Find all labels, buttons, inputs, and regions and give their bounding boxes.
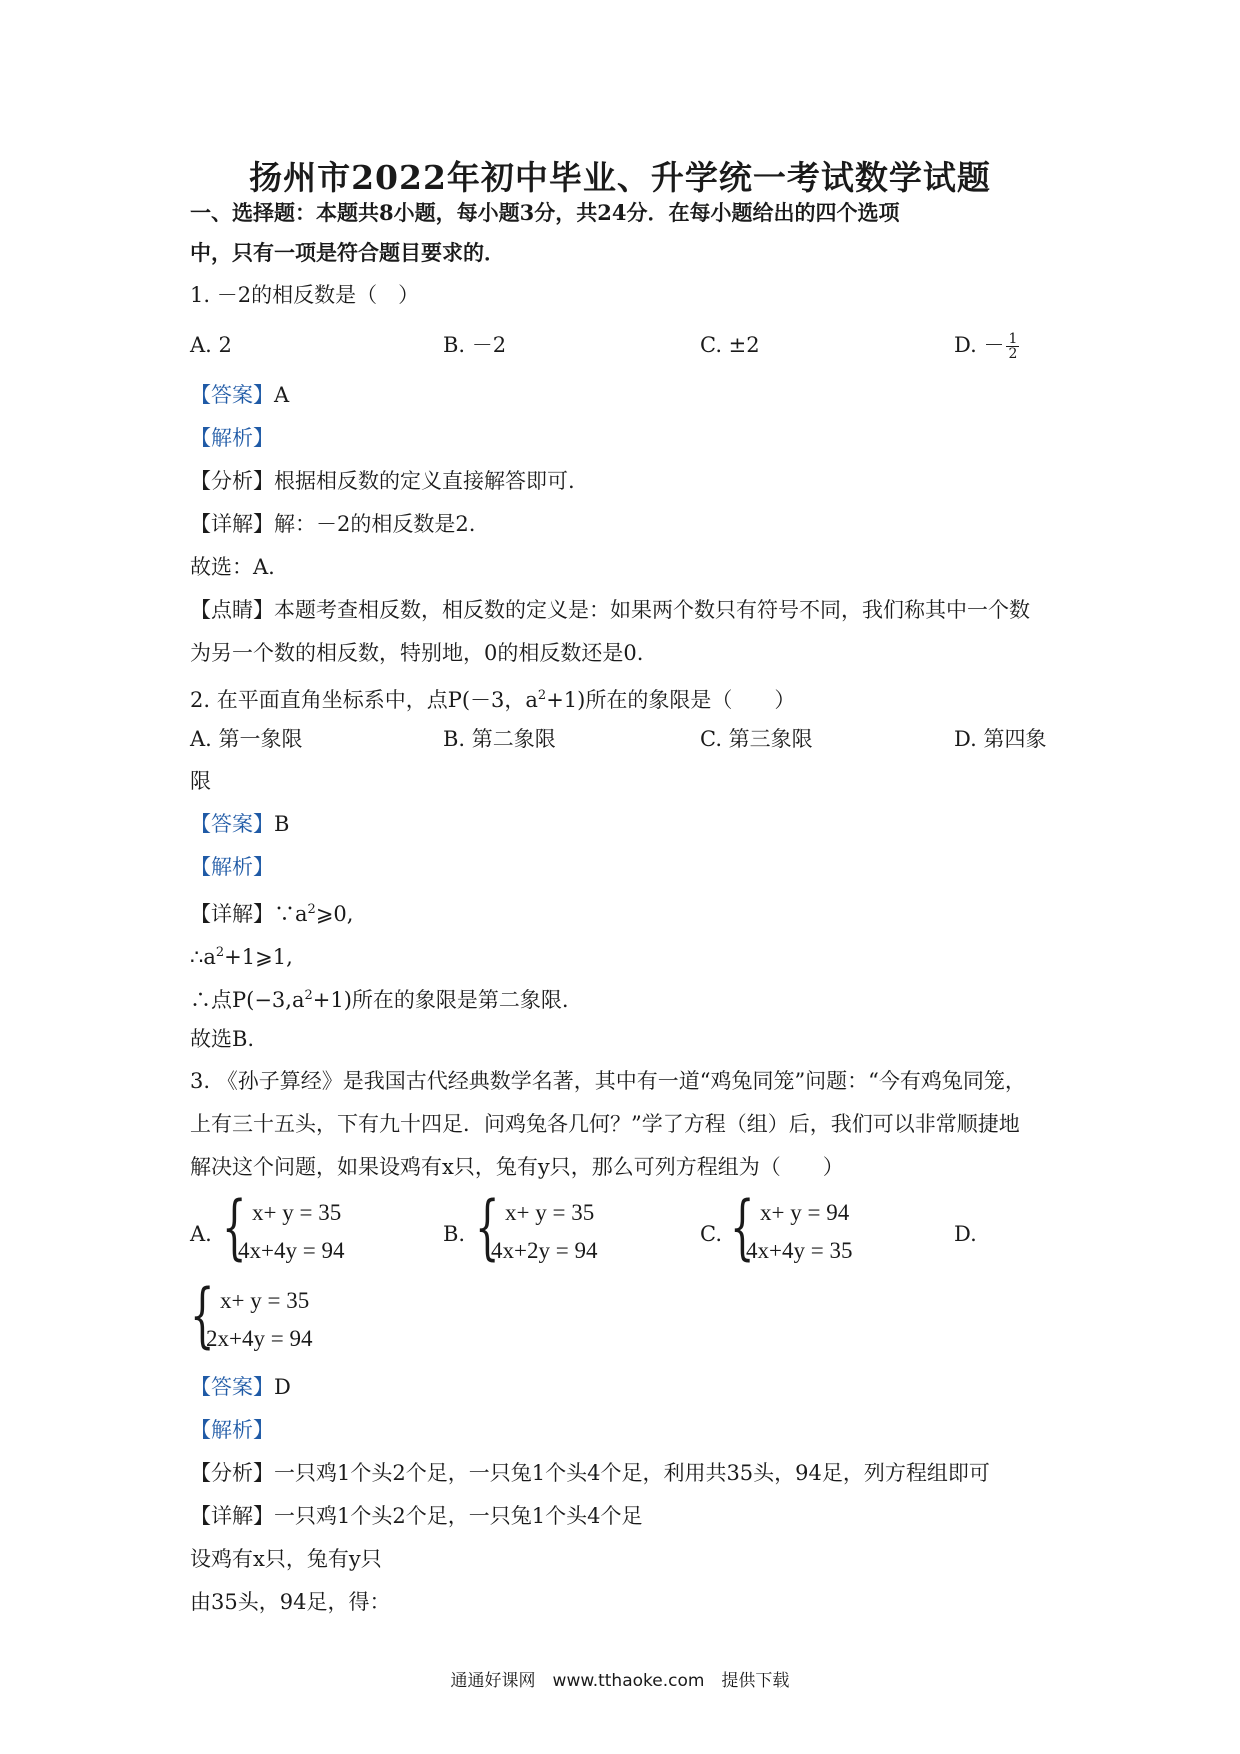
q3-option-a-system [222, 1186, 422, 1272]
q2-option-d: D. 第四象 [954, 727, 1047, 751]
q3-option-b-letter: B. [443, 1222, 466, 1246]
q2-xiangjie-2 [190, 938, 293, 972]
q1-jiexi [190, 423, 274, 453]
q2-answer-value: B [274, 812, 290, 836]
equation: x+ y = 35 [505, 1200, 595, 1225]
q3-option-b-system [475, 1186, 675, 1272]
page-title: 扬州市2022年初中毕业、升学统一考试数学试题 [249, 158, 991, 197]
q2-xj3-b: +1)所在的象限是第二象限. [312, 988, 569, 1012]
equation: x+ y = 35 [220, 1288, 310, 1313]
xiangjie-tag: 【详解】 [190, 902, 274, 926]
q1-answer [190, 380, 289, 410]
q3-fenxi-text: 一只鸡1个头2个足，一只兔1个头4个足，利用共35头，94足，列方程组即可 [274, 1461, 990, 1485]
q2-option-wrap: 限 [190, 769, 211, 793]
q3-option-d-letter: D. [954, 1222, 977, 1246]
q1-option-d-label: D. － [954, 333, 1005, 357]
equation: x+ y = 35 [252, 1200, 342, 1225]
equation: 2x+4y = 94 [206, 1326, 313, 1351]
q1-option-b: B. －2 [443, 333, 507, 357]
dianjing-tag: 【点睛】 [190, 598, 274, 622]
q3-xiangjie-text: 一只鸡1个头2个足，一只兔1个头4个足 [274, 1504, 643, 1528]
q2-xj2-b: +1⩾1, [224, 945, 293, 969]
fenxi-tag: 【分析】 [190, 1461, 274, 1485]
q1-answer-value: A [274, 383, 290, 407]
q1-option-a: A. 2 [190, 333, 232, 357]
q3-stem-2: 上有三十五头，下有九十四足．问鸡兔各几何？”学了方程（组）后，我们可以非常顺捷地 [190, 1112, 1020, 1136]
q3-option-c-system [730, 1186, 930, 1272]
jiexi-tag: 【解析】 [190, 426, 274, 450]
q1-option-d-fraction [1006, 332, 1019, 361]
q2-stem [190, 681, 795, 715]
equation: x+ y = 94 [760, 1200, 850, 1225]
q2-jiexi [190, 852, 274, 882]
q1-fenxi [190, 466, 575, 496]
q3-stem-1: 3. 《孙子算经》是我国古代经典数学名著，其中有一道“鸡兔同笼”问题：“今有鸡兔同笼， [190, 1069, 1026, 1093]
q2-xiangjie-3 [190, 981, 569, 1015]
q3-line-set: 设鸡有x只，兔有y只 [190, 1547, 382, 1571]
q2-xj1-sup: 2 [307, 902, 316, 917]
q1-gu: 故选：A. [190, 555, 275, 579]
q1-option-c: C. ±2 [700, 333, 760, 357]
q2-option-b: B. 第二象限 [443, 727, 556, 751]
section-heading-line1: 一、选择题：本题共8小题，每小题3分，共24分．在每小题给出的四个选项 [190, 200, 900, 225]
answer-tag: 【答案】 [190, 812, 274, 836]
q1-xiangjie [190, 509, 475, 539]
q1-option-d [954, 330, 1019, 361]
q3-xiangjie [190, 1501, 642, 1531]
q1-dianjing-1 [190, 595, 1030, 625]
fenxi-tag: 【分析】 [190, 469, 274, 493]
q2-stem-a: 2. 在平面直角坐标系中，点P(－3，a [190, 688, 538, 712]
q3-option-d-system [190, 1274, 390, 1360]
q3-answer [190, 1372, 291, 1402]
q2-xj3-sup: 2 [304, 988, 313, 1003]
q2-xj1-a: ∵a [274, 902, 308, 926]
q1-xiangjie-text: 解：－2的相反数是2. [274, 512, 476, 536]
jiexi-tag: 【解析】 [190, 1418, 274, 1442]
q1-fenxi-text: 根据相反数的定义直接解答即可. [274, 469, 575, 493]
q2-option-c: C. 第三象限 [700, 727, 813, 751]
xiangjie-tag: 【详解】 [190, 512, 274, 536]
q2-gu: 故选B. [190, 1027, 255, 1051]
fraction-denominator: 2 [1008, 346, 1018, 362]
brace-left: { [222, 1186, 247, 1268]
equation: 4x+4y = 94 [238, 1238, 345, 1263]
q3-stem-3: 解决这个问题，如果设鸡有x只，兔有y只，那么可列方程组为（ ） [190, 1155, 844, 1179]
q1-dianjing-2: 为另一个数的相反数，特别地，0的相反数还是0. [190, 641, 644, 665]
equation: 4x+2y = 94 [491, 1238, 598, 1263]
q3-line-from: 由35头，94足，得： [190, 1590, 391, 1614]
q2-answer [190, 809, 289, 839]
jiexi-tag: 【解析】 [190, 855, 274, 879]
q3-fenxi [190, 1458, 990, 1488]
brace-left: { [475, 1186, 500, 1268]
q1-stem: 1. －2的相反数是（ ） [190, 283, 420, 307]
brace-left: { [730, 1186, 755, 1268]
q2-xj2-sup: 2 [215, 945, 225, 960]
q3-option-a-letter: A. [190, 1222, 212, 1246]
xiangjie-tag: 【详解】 [190, 1504, 274, 1528]
q2-stem-b: +1)所在的象限是（ ） [546, 688, 796, 712]
q3-answer-value: D [274, 1375, 291, 1399]
page-footer: 通通好课网 www.tthaoke.com 提供下载 [450, 1671, 790, 1691]
answer-tag: 【答案】 [190, 383, 274, 407]
q2-option-a: A. 第一象限 [190, 727, 303, 751]
section-heading-line2: 中，只有一项是符合题目要求的． [190, 240, 505, 265]
q3-jiexi [190, 1415, 274, 1445]
q2-stem-sup: 2 [537, 688, 547, 703]
q3-option-c-letter: C. [700, 1222, 722, 1246]
q2-xj3-a: ∴点P(−3,a [190, 988, 305, 1012]
q2-xj2-a: ∴a [190, 945, 216, 969]
answer-tag: 【答案】 [190, 1375, 274, 1399]
q2-xj1-b: ⩾0, [315, 902, 354, 926]
q1-dianjing-text1: 本题考查相反数，相反数的定义是：如果两个数只有符号不同，我们称其中一个数 [274, 598, 1030, 622]
equation: 4x+4y = 35 [746, 1238, 853, 1263]
brace-left: { [190, 1274, 215, 1356]
fraction-numerator: 1 [1008, 331, 1018, 347]
q2-xiangjie-1 [190, 895, 353, 929]
